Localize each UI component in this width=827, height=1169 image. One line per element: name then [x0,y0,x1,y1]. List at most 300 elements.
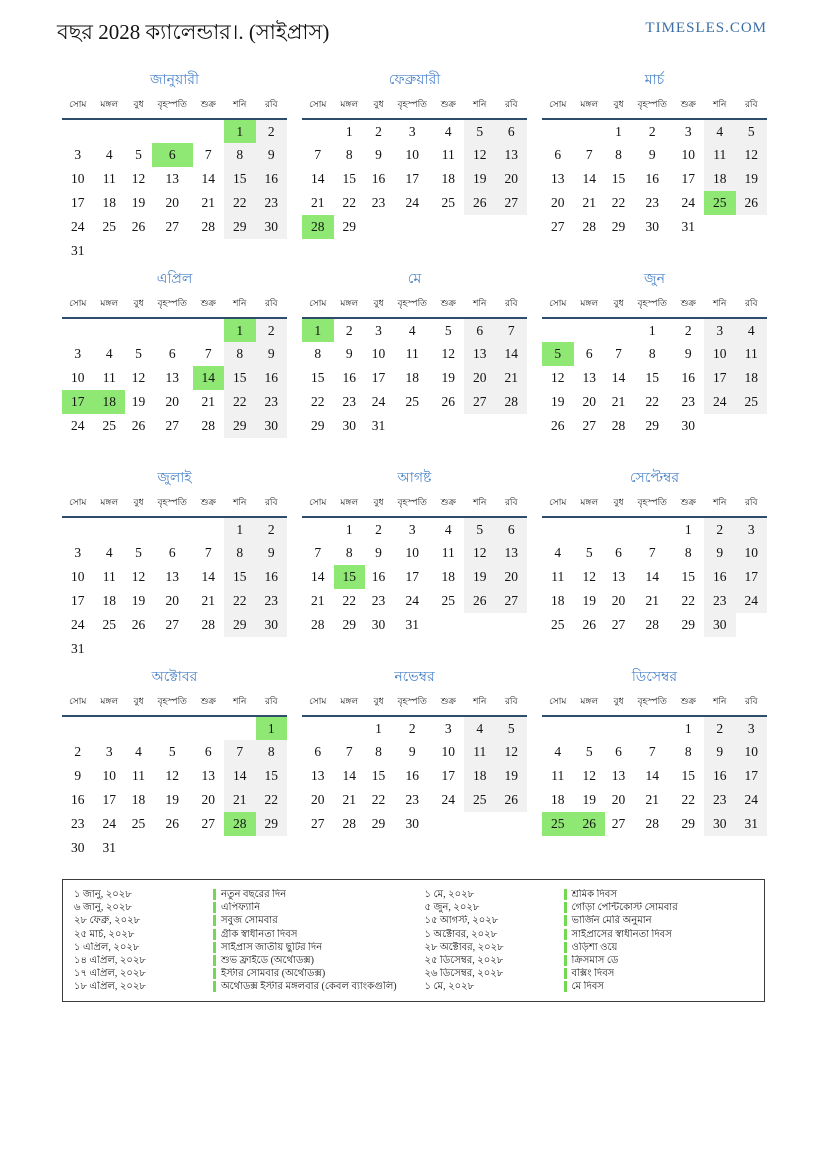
day-cell: 22 [311,394,325,409]
day-cell: 21 [201,394,215,409]
day-cell: 27 [165,219,179,234]
day-cell: 27 [464,390,496,414]
day-cell: 19 [464,565,496,589]
empty-cell [605,318,632,342]
day-cell: 27 [165,617,179,632]
day-cell: 30 [645,219,659,234]
day-cell: 10 [736,541,768,565]
day-cell: 2 [408,720,416,736]
day-cell: 4 [408,322,416,338]
legend-holiday-name: মে দিবস [564,981,604,992]
day-cell: 3 [736,517,768,541]
day-cell: 23 [256,191,288,215]
day-cell: 27 [582,418,596,433]
day-cell: 24 [704,390,736,414]
day-cell: 29 [681,617,695,632]
day-cell: 12 [131,370,146,385]
weekday-header: বুধ [613,696,624,706]
day-cell: 18 [464,764,496,788]
day-cell: 16 [371,569,386,584]
weekday-header: বুধ [133,696,144,706]
day-cell: 29 [681,816,695,831]
day-cell: 22 [224,589,256,613]
day-cell: 15 [311,370,325,385]
empty-cell [193,517,225,541]
day-cell: 21 [496,366,528,390]
month-title: এপ্রিল [156,272,193,287]
day-cell: 8 [375,744,382,759]
legend-date: ১৭ এপ্রিল, ২০২৮ [74,968,146,980]
day-cell: 29 [224,613,256,637]
weekday-header: বৃহস্পতি [397,298,427,308]
day-cell: 12 [464,143,496,167]
day-cell: 9 [704,740,736,764]
day-cell: 18 [441,569,455,584]
empty-cell [433,812,465,836]
weekday-header: শুক্র [440,696,456,706]
empty-cell [256,637,288,661]
month-table [62,293,287,438]
day-cell: 22 [342,593,356,608]
empty-cell [632,716,673,740]
day-cell: 4 [135,744,142,759]
month-table [542,293,767,438]
day-cell: 22 [645,394,659,409]
day-cell: 29 [645,418,659,433]
day-cell: 8 [684,545,692,560]
weekday-header: বুধ [373,99,384,109]
weekday-header: বৃহস্পতি [157,497,187,507]
day-cell: 13 [165,171,179,186]
day-cell: 22 [224,191,256,215]
empty-cell [94,716,126,740]
weekday-header: সোম [549,99,567,109]
day-cell: 5 [135,346,142,361]
weekday-header: শুক্র [200,99,216,109]
day-cell: 17 [736,565,768,589]
month-block-9 [542,471,767,670]
empty-cell [94,119,126,143]
day-cell: 15 [645,370,659,385]
day-cell: 6 [585,346,593,361]
day-cell: 26 [131,219,146,234]
day-cell: 5 [135,147,142,162]
weekday-header: রবি [504,497,518,507]
day-cell: 31 [736,812,768,836]
day-cell: 27 [496,589,528,613]
empty-cell [574,517,606,541]
day-cell: 19 [496,764,528,788]
day-cell: 3 [704,318,736,342]
day-cell: 2 [375,521,382,537]
empty-cell [365,215,392,239]
weekday-header: রবি [504,298,518,308]
day-cell: 12 [165,768,179,783]
day-cell: 10 [102,768,116,783]
day-cell: 11 [102,171,116,186]
day-cell: 26 [464,589,496,613]
day-cell: 10 [441,744,455,759]
day-cell: 20 [496,167,528,191]
month-table [302,293,527,438]
day-cell: 3 [736,716,768,740]
months-grid [62,73,827,869]
day-cell: 14 [201,569,215,584]
day-cell: 6 [615,545,622,560]
month-table [542,492,767,637]
day-cell: 15 [224,366,256,390]
day-cell: 11 [464,740,496,764]
legend-date: ১ এপ্রিল, ২০২৮ [74,941,140,953]
site-link[interactable]: TIMESLES.COM [645,20,767,36]
empty-cell [496,812,528,836]
weekday-header: শনি [473,497,487,507]
legend-date: ১ মে, ২০২৮ [424,981,475,993]
month-block-4 [62,272,287,471]
day-cell: 13 [165,370,179,385]
day-cell: 17 [405,569,419,584]
day-cell: 9 [684,346,692,361]
day-cell: 4 [554,545,562,560]
day-cell: 25 [551,617,565,632]
day-cell: 26 [441,394,455,409]
day-cell: 5 [135,545,142,560]
legend-date: ২৬ ডিসেম্বর, ২০২৮ [424,968,504,980]
weekday-header: বৃহস্পতি [157,99,187,109]
day-cell: 18 [94,390,126,414]
day-cell: 30 [681,418,695,433]
empty-cell [574,119,606,143]
empty-cell [464,613,496,637]
day-cell: 8 [345,545,353,560]
day-cell: 14 [224,764,256,788]
day-cell: 29 [256,812,288,836]
day-cell: 24 [405,195,419,210]
empty-cell [433,613,465,637]
day-cell: 27 [551,219,565,234]
day-cell: 22 [681,792,695,807]
legend-date: ১ মে, ২০২৮ [424,889,475,901]
day-cell: 11 [405,346,419,361]
weekday-header: শনি [713,298,727,308]
day-cell: 1 [345,521,353,537]
day-cell: 23 [405,792,419,807]
day-cell: 4 [444,521,452,537]
day-cell: 4 [736,318,768,342]
day-cell: 2 [704,517,736,541]
day-cell: 28 [311,617,325,632]
day-cell: 31 [102,840,116,855]
empty-cell [605,716,632,740]
weekday-header: শনি [713,497,727,507]
day-cell: 8 [224,342,256,366]
month-block-10 [62,670,287,869]
day-cell: 6 [464,318,496,342]
day-cell: 15 [371,768,386,783]
weekday-header: বুধ [133,99,144,109]
month-table [542,691,767,836]
day-cell: 27 [611,617,626,632]
weekday-header: মঙ্গল [100,99,119,109]
day-cell: 16 [256,366,288,390]
day-cell: 10 [71,171,85,186]
day-cell: 23 [704,788,736,812]
empty-cell [193,119,225,143]
month-block-8 [302,471,527,670]
day-cell: 28 [496,390,528,414]
empty-cell [224,637,256,661]
legend-row [63,888,414,901]
empty-cell [392,414,433,438]
weekday-header: বৃহস্পতি [637,99,667,109]
day-cell: 18 [704,167,736,191]
day-cell: 12 [131,569,146,584]
month-block-6 [542,272,767,471]
weekday-header: বুধ [613,99,624,109]
empty-cell [605,517,632,541]
empty-cell [256,836,288,860]
day-cell: 24 [71,418,85,433]
empty-cell [152,637,193,661]
day-cell: 25 [464,788,496,812]
legend-row [414,967,765,980]
day-cell: 16 [645,171,659,186]
day-cell: 20 [165,195,179,210]
day-cell: 13 [496,541,528,565]
legend-date: ১৫ আগস্ট, ২০২৮ [424,915,499,927]
day-cell: 2 [704,716,736,740]
day-cell: 31 [71,641,85,656]
weekday-header: সোম [549,497,567,507]
day-cell: 3 [375,322,382,338]
weekday-header: সোম [309,696,327,706]
day-cell: 23 [371,593,386,608]
weekday-header: মঙ্গল [100,696,119,706]
day-cell: 8 [314,346,322,361]
weekday-header: মঙ্গল [100,298,119,308]
day-cell: 10 [71,370,85,385]
day-cell: 21 [311,593,325,608]
legend-holiday-name: গ্রীক স্বাধীনতা দিবস [213,929,297,940]
day-cell: 6 [496,517,528,541]
day-cell: 28 [645,617,659,632]
day-cell: 6 [314,744,322,759]
day-cell: 16 [256,565,288,589]
weekday-header: সোম [549,298,567,308]
month-title: নভেম্বর [394,670,435,685]
day-cell: 12 [464,541,496,565]
empty-cell [542,517,574,541]
day-cell: 20 [464,366,496,390]
day-cell: 7 [648,744,656,759]
empty-cell [496,414,528,438]
weekday-header: রবি [744,696,758,706]
day-cell: 11 [102,370,116,385]
day-cell: 25 [102,617,116,632]
empty-cell [464,414,496,438]
day-cell: 22 [224,390,256,414]
day-cell: 12 [551,370,565,385]
legend-date: ১ অক্টোবর, ২০২৮ [424,928,498,940]
day-cell: 11 [132,768,145,783]
weekday-header: বুধ [373,298,384,308]
legend-row [414,888,765,901]
day-cell: 11 [551,768,565,783]
day-cell: 29 [224,215,256,239]
day-cell: 5 [585,744,593,759]
day-cell: 18 [551,593,565,608]
day-cell: 2 [648,123,656,139]
page-title: বছর 2028 ক্যালেন্ডার।. (সাইপ্রাস) [57,20,330,44]
day-cell: 25 [131,816,146,831]
day-cell: 29 [342,617,356,632]
day-cell: 17 [405,171,419,186]
day-cell: 25 [441,195,455,210]
day-cell: 24 [371,394,386,409]
weekday-header: বৃহস্পতি [157,696,187,706]
weekday-header: রবি [264,497,278,507]
legend-date: ১ জানু, ২০২৮ [74,889,132,901]
empty-cell [125,836,152,860]
day-cell: 26 [496,788,528,812]
day-cell: 3 [408,521,416,537]
weekday-header: শুক্র [680,696,696,706]
day-cell: 28 [302,215,334,239]
month-title: জানুয়ারী [150,73,199,88]
day-cell: 3 [684,123,692,139]
weekday-header: শুক্র [680,298,696,308]
legend-holiday-name: বক্সিং দিবস [564,968,615,979]
weekday-header: মঙ্গল [580,99,599,109]
empty-cell [224,716,256,740]
day-cell: 18 [551,792,565,807]
day-cell: 23 [342,394,356,409]
day-cell: 7 [648,545,656,560]
day-cell: 19 [165,792,179,807]
day-cell: 30 [371,617,386,632]
day-cell: 14 [645,569,659,584]
legend-holiday-name: সবুজ সোমবার [213,915,278,926]
day-cell: 7 [204,346,212,361]
day-cell: 1 [224,318,256,342]
day-cell: 14 [193,366,225,390]
day-cell: 8 [615,147,622,162]
day-cell: 9 [256,342,288,366]
day-cell: 7 [314,545,322,560]
month-table [62,492,287,661]
day-cell: 10 [405,545,419,560]
weekday-header: রবি [264,696,278,706]
legend-date: ৫ জুন, ২০২৮ [424,902,480,914]
day-cell: 2 [375,123,382,139]
weekday-header: বৃহস্পতি [157,298,187,308]
weekday-header: রবি [264,99,278,109]
legend-row [414,928,765,941]
weekday-header: রবি [744,497,758,507]
day-cell: 15 [681,768,695,783]
day-cell: 3 [444,720,452,736]
month-block-2 [302,73,527,272]
day-cell: 3 [408,123,416,139]
empty-cell [224,836,256,860]
legend-row [414,914,765,927]
day-cell: 7 [585,147,593,162]
day-cell: 6 [615,744,622,759]
day-cell: 31 [405,617,419,632]
empty-cell [152,239,193,263]
weekday-header: সোম [69,696,87,706]
day-cell: 9 [375,545,382,560]
day-cell: 8 [345,147,353,162]
day-cell: 12 [131,171,146,186]
empty-cell [464,215,496,239]
legend-holiday-name: শ্রমিক দিবস [564,889,617,900]
day-cell: 24 [71,219,85,234]
weekday-header: মঙ্গল [580,497,599,507]
month-title: সেপ্টেম্বর [629,471,680,486]
legend-column-right [414,888,765,994]
day-cell: 26 [574,812,606,836]
day-cell: 3 [105,744,113,759]
day-cell: 28 [582,219,596,234]
day-cell: 29 [342,219,356,234]
month-title: মে [407,272,422,287]
weekday-header: মঙ্গল [340,497,359,507]
weekday-header: মঙ্গল [580,298,599,308]
day-cell: 20 [551,195,565,210]
legend-row [414,941,765,954]
day-cell: 5 [496,716,528,740]
day-cell: 11 [704,143,736,167]
day-cell: 9 [256,541,288,565]
empty-cell [94,318,126,342]
legend-row [414,980,765,993]
empty-cell [193,637,225,661]
day-cell: 25 [542,812,574,836]
day-cell: 21 [645,593,659,608]
weekday-header: বুধ [613,497,624,507]
legend-row [63,928,414,941]
day-cell: 11 [441,545,455,560]
day-cell: 5 [736,119,768,143]
weekday-header: মঙ্গল [340,298,359,308]
day-cell: 19 [441,370,455,385]
day-cell: 29 [224,414,256,438]
day-cell: 14 [311,569,325,584]
weekday-header: সোম [549,696,567,706]
legend-holiday-name: ক্রিসমাস ডে [564,955,619,966]
day-cell: 16 [704,565,736,589]
day-cell: 3 [74,346,82,361]
day-cell: 26 [551,418,565,433]
day-cell: 18 [441,171,455,186]
legend-date: ২৮ ফেব্রু, ২০২৮ [74,915,141,927]
empty-cell [334,716,366,740]
day-cell: 13 [201,768,215,783]
day-cell: 26 [464,191,496,215]
day-cell: 18 [736,366,768,390]
legend-row [63,941,414,954]
day-cell: 12 [736,143,768,167]
day-cell: 29 [371,816,386,831]
day-cell: 23 [704,589,736,613]
day-cell: 1 [684,720,692,736]
day-cell: 27 [201,816,215,831]
empty-cell [464,812,496,836]
empty-cell [152,716,193,740]
day-cell: 6 [204,744,212,759]
day-cell: 21 [582,195,596,210]
